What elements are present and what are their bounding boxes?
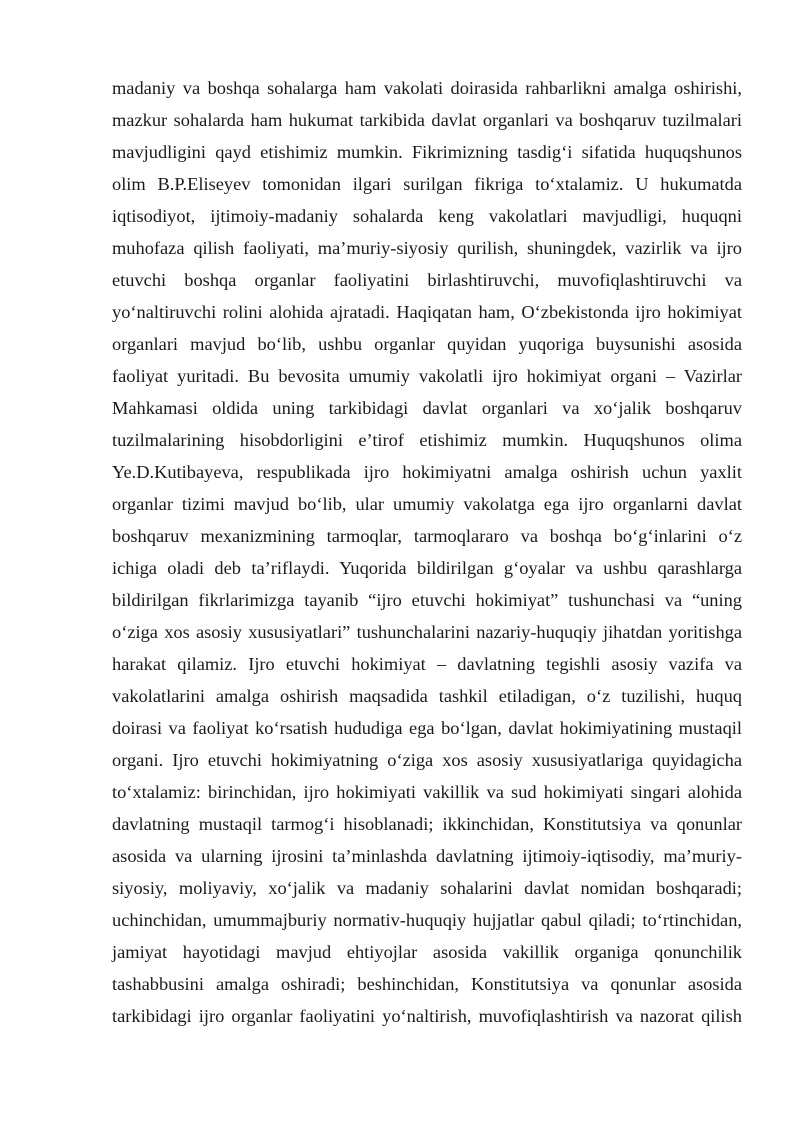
text-line: doirasi va faoliyat ko‘rsatish hududiga ega bo‘lgan, davlat hokimiyatining mustaqil bbox=[112, 718, 742, 738]
text-line: etuvchi boshqa organlar faoliyatini birlashtiruvchi, muvofiqlashtiruvchi va bbox=[112, 270, 742, 290]
text-line: Ye.D.Kutibayeva, respublikada ijro hokimiyatni amalga oshirish uchun yaxlit bbox=[112, 462, 742, 482]
text-line: organlari mavjud bo‘lib, ushbu organlar quyidan yuqoriga buysunishi asosida bbox=[112, 334, 742, 354]
text-line: bildirilgan fikrlarimizga tayanib “ijro etuvchi hokimiyat” tushunchasi va “uning bbox=[112, 590, 742, 610]
text-line: mazkur sohalarda ham hukumat tarkibida davlat organlari va boshqaruv tuzilmalari bbox=[112, 110, 742, 130]
text-line: tuzilmalarining hisobdorligini e’tirof etishimiz mumkin. Huquqshunos olima bbox=[112, 430, 742, 450]
text-line: o‘ziga xos asosiy xususiyatlari” tushunchalarini nazariy-huquqiy jihatdan yoritishga bbox=[112, 622, 742, 642]
text-line: mavjudligini qayd etishimiz mumkin. Fikrimizning tasdig‘i sifatida huquqshunos bbox=[112, 142, 742, 162]
text-line: ichiga oladi deb ta’riflaydi. Yuqorida bildirilgan g‘oyalar va ushbu qarashlarga bbox=[112, 558, 742, 578]
text-line: davlatning mustaqil tarmog‘i hisoblanadi; ikkinchidan, Konstitutsiya va qonunlar bbox=[112, 814, 742, 834]
text-line: olim B.P.Eliseyev tomonidan ilgari surilgan fikriga to‘xtalamiz. U hukumatda bbox=[112, 174, 742, 194]
text-line: muhofaza qilish faoliyati, ma’muriy-siyosiy qurilish, shuningdek, vazirlik va ijro bbox=[112, 238, 742, 258]
text-line: Mahkamasi oldida uning tarkibidagi davlat organlari va xo‘jalik boshqaruv bbox=[112, 398, 742, 418]
text-line: tarkibidagi ijro organlar faoliyatini yo‘naltirish, muvofiqlashtirish va nazorat qilish bbox=[112, 1006, 742, 1026]
text-line: harakat qilamiz. Ijro etuvchi hokimiyat – davlatning tegishli asosiy vazifa va bbox=[112, 654, 742, 674]
text-line: asosida va ularning ijrosini ta’minlashda davlatning ijtimoiy-iqtisodiy, ma’muriy- bbox=[112, 846, 742, 866]
text-line: vakolatlarini amalga oshirish maqsadida tashkil etiladigan, o‘z tuzilishi, huquq bbox=[112, 686, 742, 706]
text-line: organlar tizimi mavjud bo‘lib, ular umumiy vakolatga ega ijro organlarni davlat bbox=[112, 494, 742, 514]
text-line: to‘xtalamiz: birinchidan, ijro hokimiyati vakillik va sud hokimiyati singari alohida bbox=[112, 782, 742, 802]
body-paragraph bbox=[112, 72, 742, 1032]
text-line: jamiyat hayotidagi mavjud ehtiyojlar asosida vakillik organiga qonunchilik bbox=[112, 942, 742, 962]
text-line: boshqaruv mexanizmining tarmoqlar, tarmoqlararo va boshqa bo‘g‘inlarini o‘z bbox=[112, 526, 742, 546]
text-line: uchinchidan, umummajburiy normativ-huquqiy hujjatlar qabul qiladi; to‘rtinchidan, bbox=[112, 910, 742, 930]
text-line: siyosiy, moliyaviy, xo‘jalik va madaniy sohalarini davlat nomidan boshqaradi; bbox=[112, 878, 742, 898]
text-line: yo‘naltiruvchi rolini alohida ajratadi. Haqiqatan ham, O‘zbekistonda ijro hokimiyat bbox=[112, 302, 742, 322]
text-line: madaniy va boshqa sohalarga ham vakolati doirasida rahbarlikni amalga oshirishi, bbox=[112, 78, 742, 98]
text-line: organi. Ijro etuvchi hokimiyatning o‘ziga xos asosiy xususiyatlariga quyidagicha bbox=[112, 750, 742, 770]
text-line: tashabbusini amalga oshiradi; beshinchidan, Konstitutsiya va qonunlar asosida bbox=[112, 974, 742, 994]
text-line: faoliyat yuritadi. Bu bevosita umumiy vakolatli ijro hokimiyat organi – Vazirlar bbox=[112, 366, 742, 386]
text-line: iqtisodiyot, ijtimoiy-madaniy sohalarda keng vakolatlari mavjudligi, huquqni bbox=[112, 206, 742, 226]
